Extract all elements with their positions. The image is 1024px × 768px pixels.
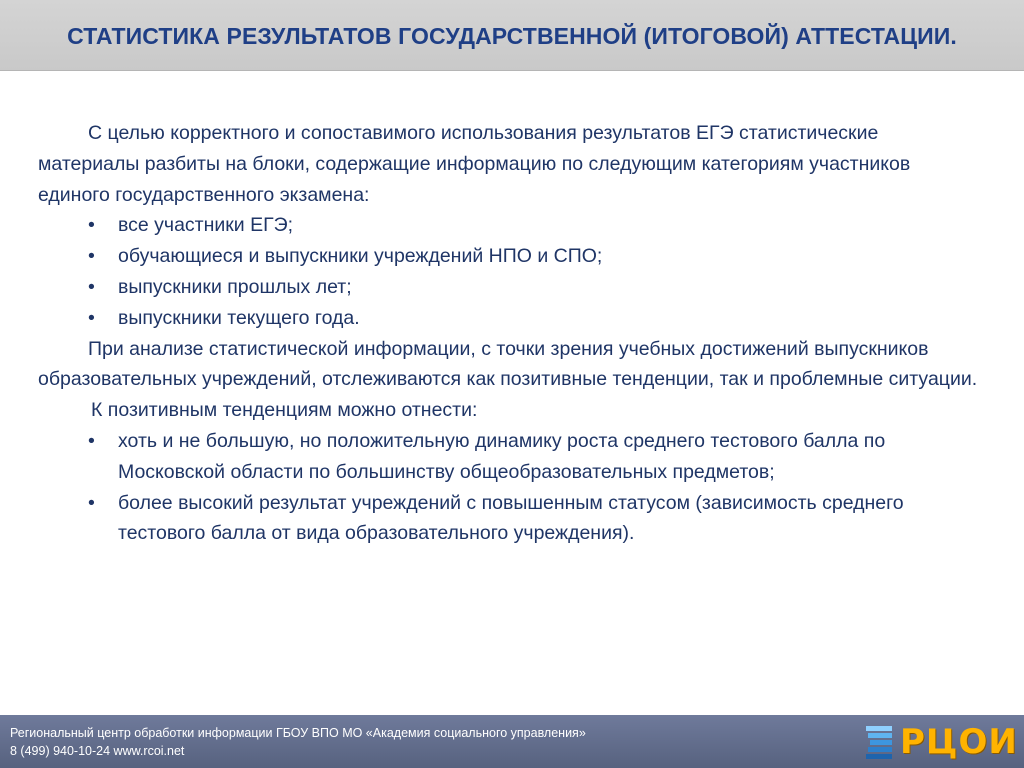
rcoi-logo [862,722,1020,762]
slide-title: СТАТИСТИКА РЕЗУЛЬТАТОВ ГОСУДАРСТВЕННОЙ (ИТОГОВОЙ) АТТЕСТАЦИИ. [67,22,957,49]
list-item [38,303,978,334]
intro-paragraph: С целью корректного и сопоставимого использования результатов ЕГЭ статистические материалы разбиты на блоки, содержащие информацию по следующим категориям участников единого государственного экзамена: [38,122,911,206]
footer-org: Региональный центр обработки информации ГБОУ ВПО МО «Академия социального управления» [10,726,586,740]
bullet-icon: • [88,275,95,298]
bullet-icon: • [88,429,95,452]
slide-content [0,71,1024,715]
list-item-text: все участники ЕГЭ; [118,214,294,237]
footer-contact: 8 (499) 940-10-24 www.rcoi.net [10,744,185,758]
footer-info [10,724,586,760]
body-text [38,118,978,549]
list-item-text: более высокий результат учреждений с повышенным статусом (зависимость среднего тестового балла от вида образовательного учреждения). [118,491,904,545]
positive-list [38,426,978,549]
list-item [38,241,978,272]
list-item-text: выпускники текущего года. [118,306,360,329]
analysis-paragraph: При анализе статистической информации, с точки зрения учебных достижений выпускников образовательных учреждений, отслеживаются как позитивные тенденции, так и проблемные ситуации. [38,337,978,391]
bullet-icon: • [88,245,95,268]
logo-text: РЦОИ [900,722,1018,762]
list-item [38,272,978,303]
list-item-text: хоть и не большую, но положительную динамику роста среднего тестового балла по Московской области по большинству общеобразовательных предметов; [118,429,886,483]
list-item [38,210,978,241]
positive-intro: К позитивным тенденциям можно отнести: [91,399,478,422]
list-item [38,426,978,488]
logo-mark-icon [862,722,898,762]
bullet-icon: • [88,214,95,237]
bullet-icon: • [88,306,95,329]
list-item [38,488,978,550]
list-item-text: обучающиеся и выпускники учреждений НПО и СПО; [118,245,603,268]
slide-header [0,0,1024,71]
list-item-text: выпускники прошлых лет; [118,275,352,298]
bullet-icon: • [88,491,95,514]
slide-footer [0,715,1024,768]
categories-list [38,210,978,333]
